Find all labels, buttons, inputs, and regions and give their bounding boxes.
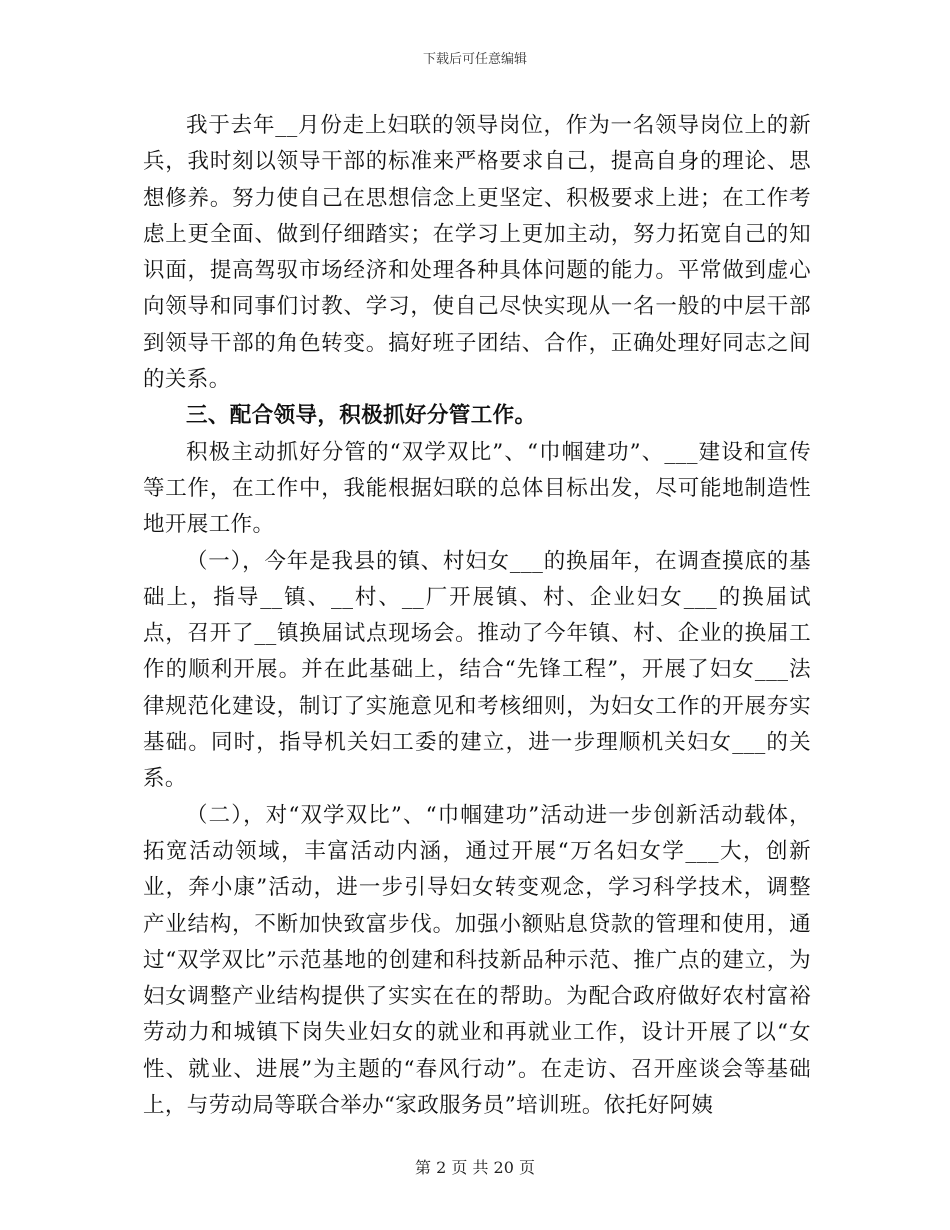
paragraph-work-overview: 积极主动抓好分管的“双学双比”、“巾帼建功”、___建设和宣传等工作，在工作中，我能根据妇联的总体目标出发，尽可能地制造性地开展工作。: [143, 439, 811, 538]
document-body: [143, 108, 811, 1124]
paragraph-item-two: （二），对“双学双比”、“巾帼建功”活动进一步创新活动载体，拓宽活动领域，丰富活动内涵，通过开展“万名妇女学___大，创新业，奔小康”活动，进一步引导妇女转变观念，学习科学技术，调整产业结构，不断加快致富步伐。加强小额贴息贷款的管理和使用，通过“双学双比”示范基地的创建和科技新品种示范、推广点的建立，为妇女调整产业结构提供了实实在在的帮助。为配合政府做好农村富裕劳动力和城镇下岗失业妇女的就业和再就业工作，设计开展了以“女性、就业、进展”为主题的“春风行动”。在走访、召开座谈会等基础上，与劳动局等联合举办“家政服务员”培训班。依托好阿姨: [143, 802, 811, 1119]
paragraph-item-one: （一），今年是我县的镇、村妇女___的换届年，在调查摸底的基础上，指导__镇、__村、__厂开展镇、村、企业妇女___的换届试点，召开了__镇换届试点现场会。推动了今年镇、村、企业的换届工作的顺利开展。并在此基础上，结合“先锋工程”，开展了妇女___法律规范化建设，制订了实施意见和考核细则，为妇女工作的开展夯实基础。同时，指导机关妇工委的建立，进一步理顺机关妇女___的关系。: [143, 548, 811, 792]
page-header-note: 下载后可任意编辑: [422, 52, 527, 67]
page-number: 第 2 页 共 20 页: [415, 1158, 535, 1177]
paragraph-self-improvement: 我于去年__月份走上妇联的领导岗位，作为一名领导岗位上的新兵，我时刻以领导干部的标准来严格要求自己，提高自身的理论、思想修养。努力使自己在思想信念上更坚定、积极要求上进；在工作考虑上更全面、做到仔细踏实；在学习上更加主动，努力拓宽自己的知识面，提高驾驭市场经济和处理各种具体问题的能力。平常做到虚心向领导和同事们讨教、学习，使自己尽快实现从一名一般的中层干部到领导干部的角色转变。搞好班子团结、合作，正确处理好同志之间的关系。: [143, 113, 811, 393]
section-heading-three: 三、配合领导，积极抓好分管工作。: [186, 403, 537, 429]
